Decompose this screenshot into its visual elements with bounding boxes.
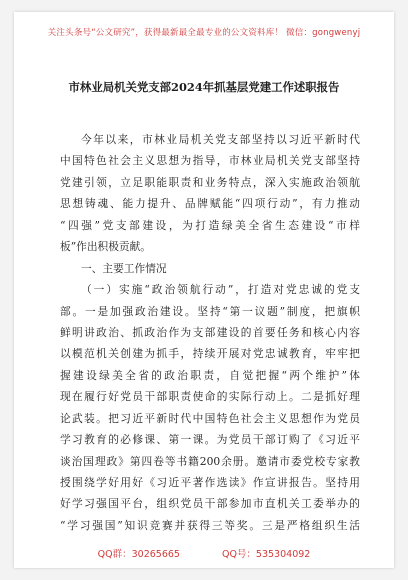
body-line: “学习强国”知识竞赛并获得三等奖。三是严格组织生活 [60, 518, 360, 532]
section-heading: 一、主要工作情况 [81, 261, 167, 275]
body-line: 谈治国理政》第四卷等书籍200余册。邀请市委党校专家教 [60, 454, 360, 468]
body-line: 握建设绿美全省的政治职责，自觉把握“两个维护”体 [60, 368, 360, 382]
body-line: 学习教育的必修课、第一课。为党员干部订购了《习近平 [60, 433, 360, 447]
body-line: 部。一是加强政治建设。坚持“第一议题”制度，把旗帜 [60, 304, 360, 318]
top-watermark-banner: 关注头条号“公文研究”，获得最新最全最专业的公文资料库！ 微信：gongwenyj [47, 28, 361, 38]
body-line: 鲜明讲政治、抓政治作为支部建设的首要任务和核心内容 [60, 325, 360, 339]
subsection-heading: （一）实施“政治领航行动”，打造对党忠诚的党支 [81, 283, 360, 297]
footer-qq-number: QQ号：535304092 [221, 549, 311, 560]
body-line: 今年以来，市林业局机关党支部坚持以习近平新时代 [81, 133, 360, 146]
body-line: 现在履行好党员干部职责使命的实际行动上。二是抓好理 [60, 390, 360, 404]
document-title: 市林业局机关党支部2024年抓基层党建工作述职报告 [68, 80, 340, 94]
body-line: 中国特色社会主义思想为指导，市林业局机关党支部坚持 [60, 154, 360, 168]
body-line: 思想铸魂、能力提升、品牌赋能“四项行动”，有力推动 [60, 197, 360, 211]
body-line: 以模范机关创建为抓手，持续开展对党忠诚教育，牢牢把 [60, 347, 360, 361]
body-line: 论武装。把习近平新时代中国特色社会主义思想作为党员 [60, 411, 360, 425]
body-line: 党建引领，立足职能职责和业务特点，深入实施政治领航 [60, 175, 360, 189]
footer-qq-group: QQ群：30265665 [97, 549, 180, 560]
footer-contact-bar [14, 546, 394, 560]
document-body [60, 129, 360, 536]
document-page [14, 12, 394, 568]
body-line: 授围绕学好用好《习近平著作选读》作宣讲报告。坚持用 [60, 476, 360, 489]
body-line: “四强”党支部建设，为打造绿美全省生态建设“市样 [60, 218, 360, 232]
body-line: 好学习强国平台，组织党员干部参加市直机关工委举办的 [60, 497, 360, 511]
body-line: 板”作出积极贡献。 [60, 240, 151, 254]
